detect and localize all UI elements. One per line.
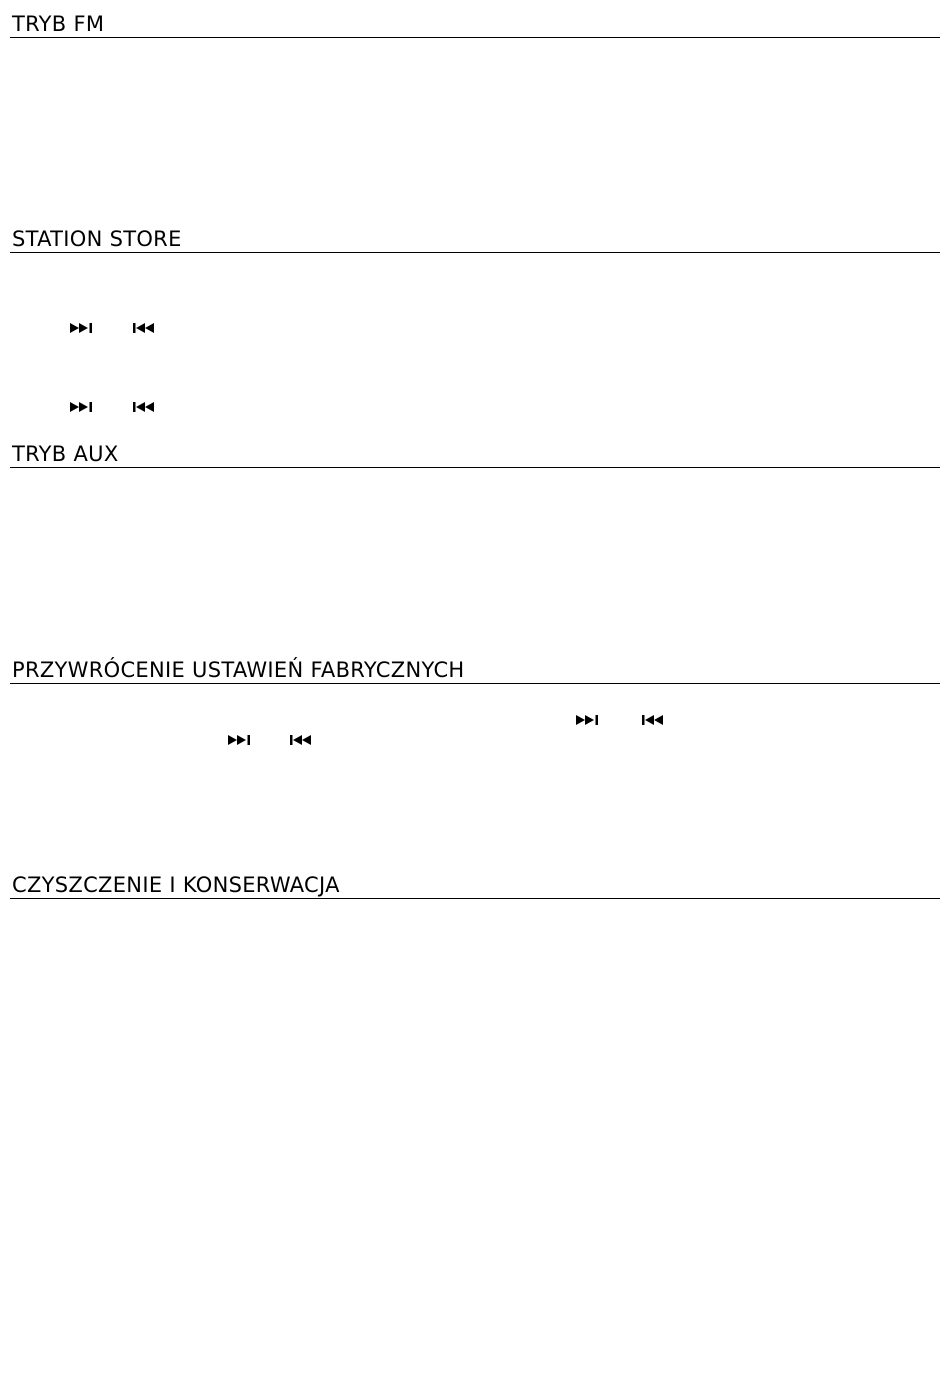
section-station-store	[10, 223, 940, 253]
section-tryb-fm	[10, 8, 940, 38]
next-track-icon	[70, 322, 94, 334]
next-track-icon	[228, 734, 252, 746]
heading-underline	[10, 467, 940, 468]
next-track-icon	[70, 401, 94, 413]
previous-track-icon	[132, 322, 156, 334]
previous-track-icon	[289, 734, 313, 746]
section-tryb-aux	[10, 438, 940, 468]
section-heading: TRYB FM	[12, 12, 105, 36]
heading-underline	[10, 683, 940, 684]
section-heading: CZYSZCZENIE I KONSERWACJA	[12, 873, 340, 897]
heading-underline	[10, 252, 940, 253]
section-heading: STATION STORE	[12, 227, 182, 251]
next-track-icon	[576, 714, 600, 726]
heading-underline	[10, 898, 940, 899]
previous-track-icon	[132, 401, 156, 413]
previous-track-icon	[641, 714, 665, 726]
section-heading: PRZYWRÓCENIE USTAWIEŃ FABRYCZNYCH	[12, 658, 465, 682]
section-czyszczenie-konserwacja	[10, 869, 940, 899]
section-przywrocenie-ustawien	[10, 654, 940, 684]
heading-underline	[10, 37, 940, 38]
section-heading: TRYB AUX	[12, 442, 119, 466]
